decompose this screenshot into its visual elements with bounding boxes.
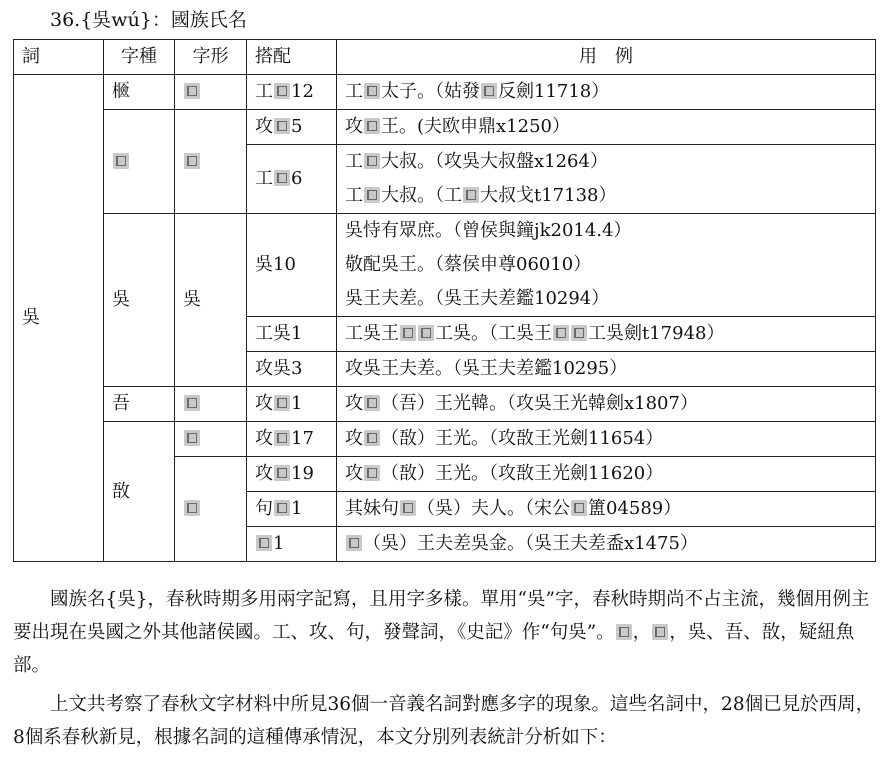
header-usage: 用 例 [337,40,876,75]
ancient-glyph-image [274,430,290,446]
usage-cell: 攻 （敔）王光。（攻敔王光劍11620） [337,457,876,492]
ancient-glyph-image [184,153,200,169]
ancient-glyph-image [364,118,380,134]
ancient-glyph-image [616,624,632,640]
table-row [14,75,876,110]
section-heading: 36.{吳wú}：國族氏名 [50,9,247,31]
char-type-cell: 敔 [104,422,175,562]
collocation-cell: 工 6 [247,145,337,214]
collocation-cell: 攻吳3 [247,352,337,387]
usage-cell: （吳）王夫差吳金。（吳王夫差盉x1475） [337,527,876,562]
ancient-glyph-image [652,624,668,640]
table-row [14,387,876,422]
table-header-row [14,40,876,75]
ancient-glyph-image [364,153,380,169]
collocation-cell: 1 [247,527,337,562]
ancient-glyph-image [274,83,290,99]
ancient-glyph-image [364,465,380,481]
char-type-cell [104,110,175,214]
ancient-glyph-image [113,153,129,169]
char-type-cell: 𣞘 [104,75,175,110]
usage-cell: 攻 （吾）王光韓。（攻吳王光韓劍x1807） [337,387,876,422]
char-type-cell: 吾 [104,387,175,422]
ancient-glyph-image [463,187,479,203]
ancient-glyph-image [274,118,290,134]
lexicon-table [13,39,876,562]
ancient-glyph-image [481,83,497,99]
collocation-cell: 攻 19 [247,457,337,492]
char-form-cell [175,387,247,422]
ancient-glyph-image [184,500,200,516]
collocation-cell: 攻 1 [247,387,337,422]
header-char-type: 字種 [104,40,175,75]
paragraph-1: 國族名{吳}，春秋時期多用兩字記寫，且用字多樣。單用“吳”字，春秋時期尚不占主流，幾個用例主要出現在吳國之外其他諸侯國。工、攻、句，發聲詞，《史記》作“句吳”。 ， ，吳、吾、敔，疑紐魚部。 [13,589,870,676]
usage-cell: 工吳王 工吳。（工吳王 工吳劍t17948） [337,317,876,352]
usage-cell: 攻 （敔）王光。（攻敔王光劍11654） [337,422,876,457]
char-form-cell [175,75,247,110]
usage-cell: 工 大叔。（攻吳大叔盤x1264） 工 大叔。（工 大叔戈t17138） [337,145,876,214]
table-row [14,214,876,317]
collocation-cell: 工 12 [247,75,337,110]
ancient-glyph-image [400,325,416,341]
collocation-cell: 工吳1 [247,317,337,352]
paragraph-2: 上文共考察了春秋文字材料中所見36個一音義名詞對應多字的現象。這些名詞中，28個已見於西周，8個系春秋新見，根據名詞的這種傳承情況，本文分別列表統計分析如下： [13,694,875,748]
char-form-cell [175,457,247,562]
collocation-cell: 攻 17 [247,422,337,457]
ancient-glyph-image [364,395,380,411]
char-form-cell [175,110,247,214]
table-row [14,422,876,457]
ancient-glyph-image [184,83,200,99]
ancient-glyph-image [274,395,290,411]
ancient-glyph-image [571,500,587,516]
usage-cell: 攻 王。(夫欧申鼎x1250） [337,110,876,145]
usage-cell: 工 太子。（姑發 反劍11718） [337,75,876,110]
char-type-cell: 吳 [104,214,175,387]
ancient-glyph-image [364,83,380,99]
collocation-cell: 句 1 [247,492,337,527]
ancient-glyph-image [274,465,290,481]
ancient-glyph-image [184,430,200,446]
char-form-cell [175,422,247,457]
word-cell: 吳 [14,75,104,562]
ancient-glyph-image [184,395,200,411]
header-char-form: 字形 [175,40,247,75]
header-word: 詞 [14,40,104,75]
ancient-glyph-image [364,187,380,203]
ancient-glyph-image [553,325,569,341]
ancient-glyph-image [346,535,362,551]
usage-cell: 其妹句 （吳）夫人。（宋公 簠04589） [337,492,876,527]
collocation-cell: 吳10 [247,214,337,317]
ancient-glyph-image [364,430,380,446]
ancient-glyph-image [274,500,290,516]
ancient-glyph-image [571,325,587,341]
char-form-cell: 吳 [175,214,247,387]
table-row [14,110,876,145]
collocation-cell: 攻 5 [247,110,337,145]
ancient-glyph-image [418,325,434,341]
ancient-glyph-image [274,170,290,186]
usage-cell: 攻吳王夫差。（吳王夫差鑑10295） [337,352,876,387]
ancient-glyph-image [400,500,416,516]
header-collocation: 搭配 [247,40,337,75]
usage-cell: 吳恃有眾庶。（曾侯與鐘jk2014.4） 敬配吳王。（蔡侯申尊06010） 吳王夫差。（吳王夫差鑑10294） [337,214,876,317]
ancient-glyph-image [256,535,272,551]
